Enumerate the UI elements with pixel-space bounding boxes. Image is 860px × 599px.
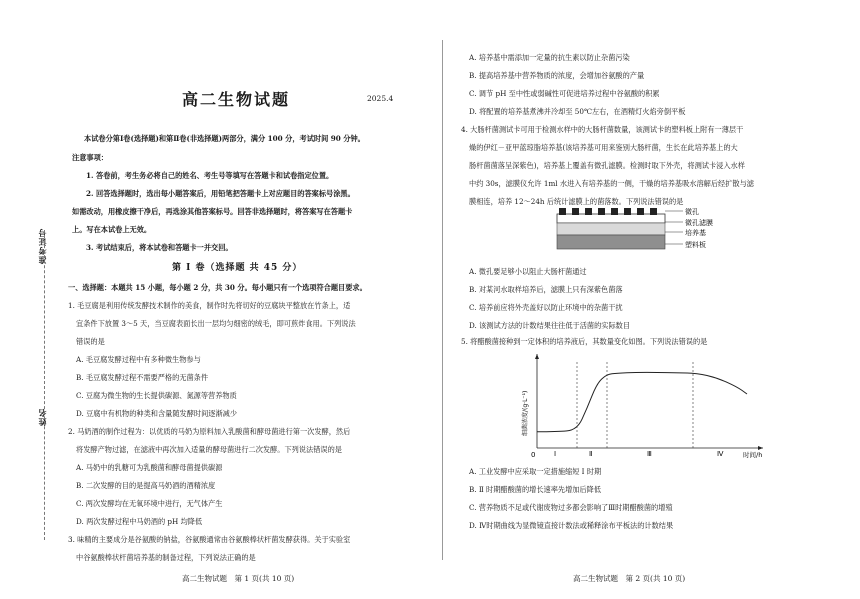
footer-left: 高二生物试题 第 1 页(共 10 页) (182, 574, 295, 583)
q1-option-a: A. 毛豆腐发酵过程中有多种微生物参与 (76, 355, 201, 364)
q4-stem-1: 4. 大肠杆菌测试卡可用于检测水样中的大肠杆菌数量，该测试卡的塑料板上附有一薄层干 (461, 125, 744, 134)
q2-option-a: A. 马奶中的乳糖可为乳酸菌和酵母菌提供碳源 (76, 463, 223, 472)
q1-option-b: B. 毛豆腐发酵过程不需要严格的无菌条件 (76, 373, 209, 382)
x-axis-label: 时间/h (743, 451, 763, 459)
exam-id-label: 准考证号 (37, 228, 47, 264)
page-title: 高二生物试题 (182, 90, 291, 109)
q3-stem-2: 中谷氨酸棒状杆菌培养基的制备过程，下列说法正确的是 (76, 553, 256, 562)
q3-option-d: D. 将配置的培养基煮沸并冷却至 50℃左右，在酒精灯火焰旁倒平板 (469, 107, 686, 116)
q5-option-a: A. 工业发酵中应采取一定措施缩短 Ⅰ 时期 (469, 467, 602, 476)
label-medium: 培养基 (685, 229, 706, 237)
culture-medium (557, 223, 665, 235)
growth-curve-chart (511, 350, 771, 462)
label-micropore: 微孔 (685, 208, 699, 216)
q5-option-d: D. Ⅳ时期曲线为显微镜直接计数法或稀释涂布平板法的计数结果 (469, 521, 674, 530)
q4-stem-3: 肠杆菌菌落呈深紫色)，培养基上覆盖有微孔滤膜。检测时取下外壳，将测试卡浸入水样 (469, 161, 745, 170)
q5-option-c: C. 营养物质不足或代谢废物过多都会影响了Ⅲ时期醋酸菌的增殖 (469, 503, 673, 512)
q5-stem: 5. 将醋酸菌接种到一定体积的培养液后，其数量变化如图。下列说法错误的是 (461, 337, 708, 346)
notes-heading: 注意事项： (72, 153, 108, 162)
q1-option-c: C. 豆腐为微生物的生长提供碳源、氮源等营养物质 (76, 391, 237, 400)
test-card-diagram (555, 204, 735, 260)
page-2 (455, 0, 805, 599)
intro-line: 本试卷分第Ⅰ卷(选择题)和第Ⅱ卷(非选择题)两部分，满分 100 分，考试时间 90 分钟。 (84, 134, 365, 143)
binding-line (44, 230, 45, 540)
q2-stem-2: 将发酵产物过滤，在滤液中再次加入适量的酵母菌进行二次发酵。下列说法错误的是 (76, 445, 342, 454)
y-axis-label: 细菌浓度/(g·L⁻¹) (522, 390, 529, 436)
origin-label: 0 (531, 451, 536, 459)
q3-option-a: A. 培养基中需添加一定量的抗生素以防止杂菌污染 (469, 53, 630, 62)
footer-right: 高二生物试题 第 2 页(共 10 页) (573, 574, 686, 583)
q4-option-b: B. 对某河水取样培养后，滤膜上只有深紫色菌落 (469, 285, 623, 294)
note-3: 3. 考试结束后，将本试卷和答题卡一并交回。 (86, 243, 233, 252)
phase-label-2: Ⅱ (589, 450, 593, 458)
note-2a: 2. 回答选择题时，选出每小题答案后，用铅笔把答题卡上对应题目的答案标号涂黑。 (86, 189, 355, 198)
plastic-plate (557, 235, 665, 249)
label-plate: 塑料板 (685, 241, 706, 249)
note-2b: 如需改动，用橡皮擦干净后，再选涂其他答案标号。回答非选择题时，将答案写在答题卡 (72, 207, 353, 216)
q5-option-b: B. Ⅱ 时期醋酸菌的增长速率先增加后降低 (469, 485, 602, 494)
phase-label-3: Ⅲ (647, 450, 652, 458)
phase-label-4: Ⅳ (717, 450, 724, 458)
page-1 (62, 0, 432, 599)
q3-option-b: B. 提高培养基中营养物质的浓度，会增加谷氨酸的产量 (469, 71, 645, 80)
q4-option-a: A. 微孔要足够小以阻止大肠杆菌通过 (469, 267, 587, 276)
note-1: 1. 答卷前，考生务必将自己的姓名、考生号等填写在答题卡和试卷指定位置。 (86, 171, 334, 180)
q2-option-d: D. 两次发酵过程中马奶酒的 pH 均降低 (76, 517, 203, 526)
q2-option-b: B. 二次发酵的目的是提高马奶酒的酒精浓度 (76, 481, 216, 490)
exam-date: 2025.4 (367, 94, 394, 103)
column-divider (442, 40, 443, 560)
section-1-title: 第 Ⅰ 卷（选择题 共 45 分） (172, 263, 303, 273)
q4-stem-5: 膜相连，培养 12～24h 后统计滤膜上的菌落数。下列说法错误的是 (469, 197, 684, 206)
note-2c: 上。写在本试卷上无效。 (72, 225, 152, 234)
q4-stem-2: 燥的伊红－亚甲蓝琼脂培养基(该培养基可用来鉴别大肠杆菌，生长在此培养基上的大 (469, 143, 738, 152)
q2-option-c: C. 两次发酵均在无氧环境中进行，无气体产生 (76, 499, 223, 508)
q1-stem-1: 1. 毛豆腐是利用传统发酵技术制作的美食，制作时先将切好的豆腐块平整放在竹条上，适 (68, 301, 351, 310)
phase-label-1: Ⅰ (554, 450, 557, 458)
x-axis-arrow (758, 446, 763, 450)
q3-option-c: C. 调节 pH 至中性或弱碱性可促进培养过程中谷氨酸的积累 (469, 89, 660, 98)
label-membrane: 微孔滤膜 (685, 219, 713, 227)
binding-margin (0, 0, 58, 599)
q3-stem-1: 3. 味精的主要成分是谷氨酸的钠盐，谷氨酸通常由谷氨酸棒状杆菌发酵获得。关于实验室 (68, 535, 351, 544)
y-axis-arrow (535, 354, 539, 359)
microporous-membrane (557, 214, 665, 223)
q2-stem-1: 2. 马奶酒的制作过程为：以优质的马奶为原料加入乳酸菌和酵母菌进行第一次发酵，然后 (68, 427, 351, 436)
q1-stem-2: 宜条件下放置 3～5 天，当豆腐表面长出一层均匀细密的绒毛，即可煎炸食用。下列说法 (76, 319, 356, 328)
q1-option-d: D. 豆腐中有机物的种类和含量随发酵时间逐渐减少 (76, 409, 238, 418)
growth-curve-line (537, 372, 747, 431)
q4-option-d: D. 该测试方法的计数结果往往低于活菌的实际数目 (469, 321, 631, 330)
q4-option-c: C. 培养前应将外壳盖好以防止环境中的杂菌干扰 (469, 303, 623, 312)
q1-stem-3: 错误的是 (76, 337, 105, 346)
section-1-instructions: 一、选择题：本题共 15 小题，每小题 2 分，共 30 分。每小题只有一个选项符合题目要求。 (68, 283, 367, 292)
q4-stem-4: 中约 30s，滤膜仪允许 1ml 水进入有培养基的一侧，干燥的培养基吸水溶解后经扩散与滤 (469, 179, 754, 188)
name-label: 姓名 (37, 408, 47, 426)
